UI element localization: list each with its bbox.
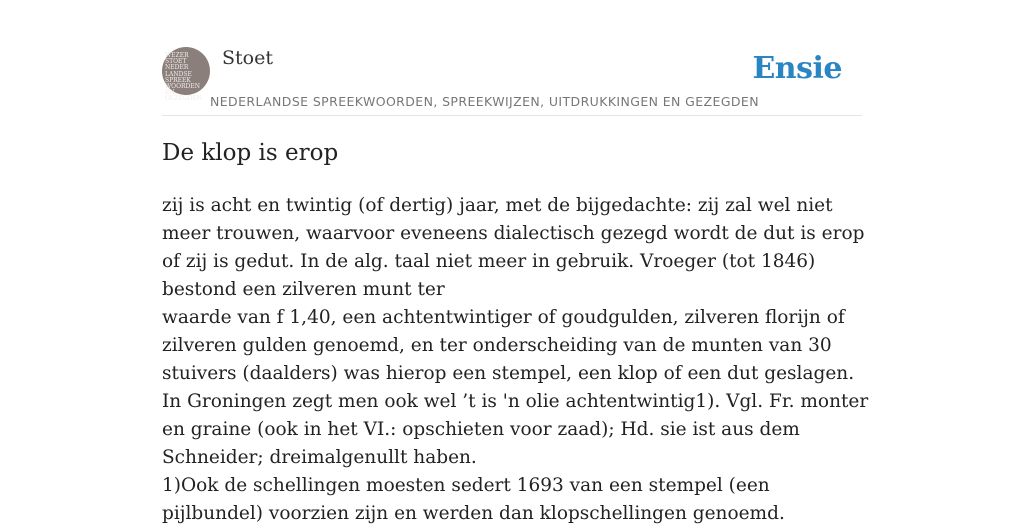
entry-title: De klop is erop: [162, 140, 339, 166]
avatar-cover-text: WEZER STOET NEDER LANDSE SPREEK WOORDEN EN GEZEGDEN: [165, 52, 202, 103]
header-divider: [162, 115, 862, 116]
source-subtitle[interactable]: NEDERLANDSE SPREEKWOORDEN, SPREEKWIJZEN, UITDRUKKINGEN EN GEZEGDEN: [210, 94, 759, 109]
entry-paragraph: waarde van f 1,40, een achtentwintiger of goudgulden, zilveren florijn of zilveren gulden genoemd, en ter onderscheiding van de munten van 30 stuivers (daalders) was hierop een stempel, een klop of een dut geslagen. In Groningen zegt men ook wel ’t is 'n olie achtentwintig1). Vgl. Fr. monter en graine (ook in het VI.: opschieten voor zaad); Hd. sie ist aus dem Schneider; dreimalgenullt haben.: [162, 307, 869, 468]
author-avatar[interactable]: [162, 47, 210, 103]
entry-paragraph: zij is acht en twintig (of dertig) jaar, met de bijgedachte: zij zal wel niet meer trouwen, waarvoor eveneens dialectisch gezegd wordt de dut is erop of zij is gedut. In de alg. taal niet meer in gebruik. Vroeger (tot 1846) bestond een zilveren munt ter: [162, 195, 865, 300]
ensie-logo[interactable]: Ensie: [752, 51, 842, 86]
entry-body: [162, 192, 872, 528]
header: [162, 46, 862, 116]
entry-footnote: 1)Ook de schellingen moesten sedert 1693 van een stempel (een pijlbundel) voorzien zijn en werden dan klopschellingen genoemd.: [162, 475, 785, 524]
author-name[interactable]: Stoet: [222, 47, 273, 69]
